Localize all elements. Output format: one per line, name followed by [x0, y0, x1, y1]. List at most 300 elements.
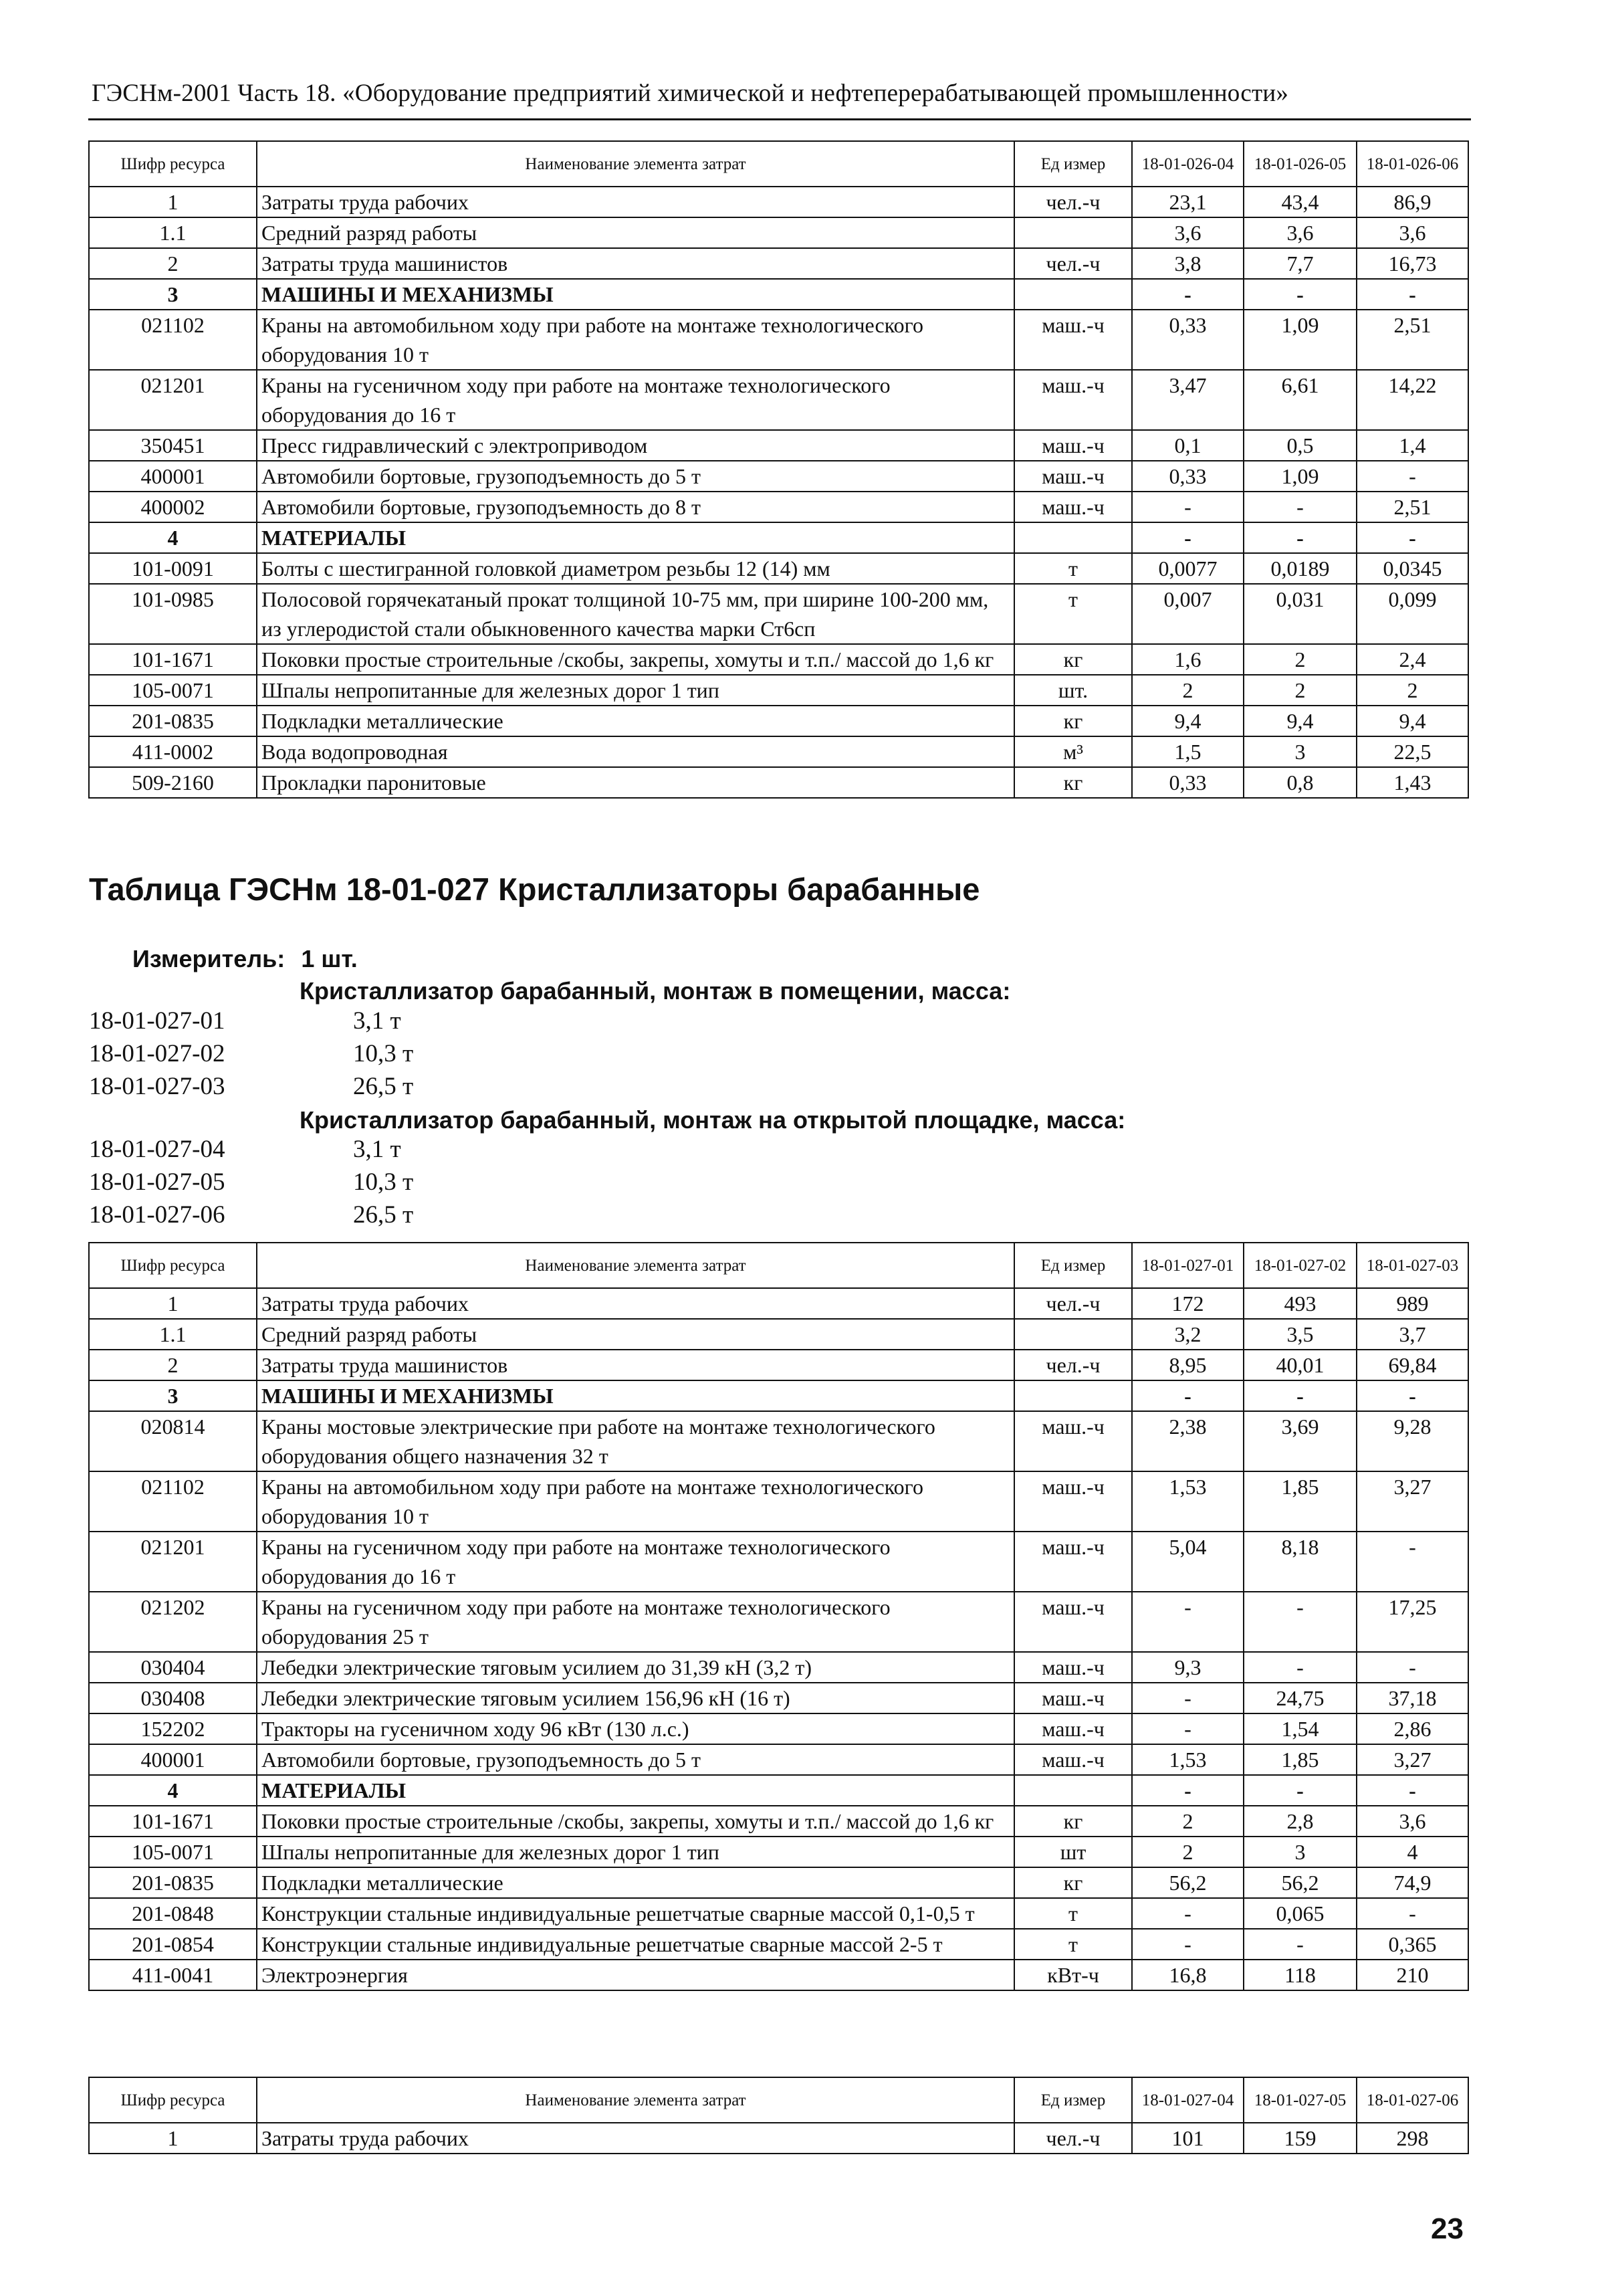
value-cell: 14,22 [1357, 370, 1468, 430]
unit: маш.-ч [1014, 1683, 1132, 1713]
value-cell: 3 [1244, 736, 1357, 767]
col-header-unit: Ед измер [1014, 2077, 1132, 2123]
resource-code: 030408 [89, 1683, 257, 1713]
resource-code: 1.1 [89, 1319, 257, 1350]
resource-name: Краны на гусеничном ходу при работе на монтаже технологического оборудования до 16 т [257, 370, 1014, 430]
header-rule [88, 118, 1471, 120]
table-row [89, 644, 1468, 675]
table-row [89, 553, 1468, 584]
unit: т [1014, 553, 1132, 584]
value-cell: 40,01 [1244, 1350, 1357, 1380]
group-heading-indoor: Кристаллизатор барабанный, монтаж в помещении, масса: [300, 977, 1011, 1005]
section-row [89, 522, 1468, 553]
norm-code: 18-01-027-06 [89, 1201, 225, 1229]
group-heading-outdoor: Кристаллизатор барабанный, монтаж на открытой площадке, масса: [300, 1106, 1126, 1134]
running-header: ГЭСНм-2001 Часть 18. «Оборудование предприятий химической и нефтеперерабатывающей промышленности» [92, 80, 1289, 107]
value-cell: 2 [1244, 644, 1357, 675]
value-cell: 1,54 [1244, 1713, 1357, 1744]
unit: чел.-ч [1014, 248, 1132, 279]
value-cell: 0,33 [1132, 310, 1244, 370]
resource-name: Полосовой горячекатаный прокат толщиной 10-75 мм, при ширине 100-200 мм, из углеродистой стали обыкновенного качества марки Ст6сп [257, 584, 1014, 644]
resource-code: 1.1 [89, 217, 257, 248]
unit: маш.-ч [1014, 461, 1132, 492]
table-row [89, 1960, 1468, 1990]
value-cell: 0,099 [1357, 584, 1468, 644]
resource-code: 101-0091 [89, 553, 257, 584]
resource-code: 350451 [89, 430, 257, 461]
value-cell: 2,38 [1132, 1411, 1244, 1471]
value-cell: 3,27 [1357, 1471, 1468, 1532]
unit: маш.-ч [1014, 1652, 1132, 1683]
resource-name: Затраты труда рабочих [257, 187, 1014, 217]
resource-code: 1 [89, 1288, 257, 1319]
col-header-norm: 18-01-027-01 [1132, 1243, 1244, 1288]
unit: маш.-ч [1014, 1411, 1132, 1471]
value-cell: - [1132, 1380, 1244, 1411]
resource-code: 201-0848 [89, 1898, 257, 1929]
value-cell: 0,0345 [1357, 553, 1468, 584]
value-cell: 1,85 [1244, 1744, 1357, 1775]
value-cell: - [1132, 1713, 1244, 1744]
unit: м³ [1014, 736, 1132, 767]
value-cell: 2 [1357, 675, 1468, 706]
resource-code: 201-0835 [89, 706, 257, 736]
col-header-name: Наименование элемента затрат [257, 1243, 1014, 1288]
resource-name: Поковки простые строительные /скобы, закрепы, хомуты и т.п./ массой до 1,6 кг [257, 1806, 1014, 1837]
resource-name: МАШИНЫ И МЕХАНИЗМЫ [257, 279, 1014, 310]
unit: маш.-ч [1014, 1592, 1132, 1652]
value-cell: 3,27 [1357, 1744, 1468, 1775]
value-cell: 0,33 [1132, 767, 1244, 798]
value-cell: 5,04 [1132, 1532, 1244, 1592]
value-cell: 3,6 [1132, 217, 1244, 248]
value-cell: 2,51 [1357, 492, 1468, 522]
resource-name: МАШИНЫ И МЕХАНИЗМЫ [257, 1380, 1014, 1411]
col-header-norm: 18-01-026-06 [1357, 141, 1468, 187]
resource-code: 021102 [89, 1471, 257, 1532]
value-cell: - [1357, 1898, 1468, 1929]
unit [1014, 279, 1132, 310]
table-row [89, 1744, 1468, 1775]
table-row [89, 370, 1468, 430]
unit: кг [1014, 767, 1132, 798]
resource-name: Тракторы на гусеничном ходу 96 кВт (130 л.с.) [257, 1713, 1014, 1744]
table-row [89, 461, 1468, 492]
value-cell: - [1244, 1380, 1357, 1411]
norm-code: 18-01-027-04 [89, 1136, 225, 1163]
resource-code: 400001 [89, 1744, 257, 1775]
value-cell: - [1357, 461, 1468, 492]
col-header-unit: Ед измер [1014, 141, 1132, 187]
value-cell: - [1244, 1652, 1357, 1683]
table-row [89, 1350, 1468, 1380]
value-cell: 1,09 [1244, 310, 1357, 370]
value-cell: 16,73 [1357, 248, 1468, 279]
value-cell: 8,95 [1132, 1350, 1244, 1380]
value-cell: 3,6 [1357, 1806, 1468, 1837]
resource-name: Краны на гусеничном ходу при работе на монтаже технологического оборудования до 16 т [257, 1532, 1014, 1592]
resource-name: Вода водопроводная [257, 736, 1014, 767]
resource-code: 021102 [89, 310, 257, 370]
table-row [89, 217, 1468, 248]
value-cell: - [1357, 1380, 1468, 1411]
resource-code: 1 [89, 187, 257, 217]
col-header-code: Шифр ресурса [89, 2077, 257, 2123]
unit: чел.-ч [1014, 2123, 1132, 2154]
col-header-name: Наименование элемента затрат [257, 2077, 1014, 2123]
value-cell: 0,0077 [1132, 553, 1244, 584]
table-title: Таблица ГЭСНм 18-01-027 Кристаллизаторы барабанные [89, 871, 980, 907]
value-cell: - [1244, 279, 1357, 310]
value-cell: - [1244, 1592, 1357, 1652]
resource-name: МАТЕРИАЛЫ [257, 522, 1014, 553]
value-cell: 3,2 [1132, 1319, 1244, 1350]
section-row [89, 1775, 1468, 1806]
resource-code: 020814 [89, 1411, 257, 1471]
measurer-label [132, 945, 358, 973]
table-row [89, 706, 1468, 736]
table-row [89, 1898, 1468, 1929]
value-cell: 2 [1244, 675, 1357, 706]
table-header-row [89, 1243, 1468, 1288]
unit [1014, 1775, 1132, 1806]
value-cell: 2,4 [1357, 644, 1468, 675]
value-cell: 101 [1132, 2123, 1244, 2154]
table-row [89, 2123, 1468, 2154]
value-cell: 1,5 [1132, 736, 1244, 767]
value-cell: 7,7 [1244, 248, 1357, 279]
table-row [89, 584, 1468, 644]
value-cell: - [1132, 492, 1244, 522]
resource-name: Краны на гусеничном ходу при работе на монтаже технологического оборудования 25 т [257, 1592, 1014, 1652]
resource-name: Лебедки электрические тяговым усилием 156,96 кН (16 т) [257, 1683, 1014, 1713]
value-cell: - [1357, 1775, 1468, 1806]
resource-code: 1 [89, 2123, 257, 2154]
unit: маш.-ч [1014, 370, 1132, 430]
resource-name: Автомобили бортовые, грузоподъемность до 5 т [257, 461, 1014, 492]
value-cell: - [1357, 522, 1468, 553]
value-cell: 2,51 [1357, 310, 1468, 370]
resource-code: 400002 [89, 492, 257, 522]
measurer-label-text: Измеритель: [132, 945, 286, 972]
resource-name: Затраты труда рабочих [257, 1288, 1014, 1319]
resource-name: Средний разряд работы [257, 1319, 1014, 1350]
unit: маш.-ч [1014, 1713, 1132, 1744]
resource-code: 4 [89, 522, 257, 553]
value-cell: 3 [1244, 1837, 1357, 1867]
value-cell: 4 [1357, 1837, 1468, 1867]
value-cell: - [1132, 279, 1244, 310]
col-header-norm: 18-01-027-03 [1357, 1243, 1468, 1288]
table-row [89, 492, 1468, 522]
value-cell: - [1244, 1775, 1357, 1806]
value-cell: - [1357, 1652, 1468, 1683]
value-cell: 0,031 [1244, 584, 1357, 644]
unit: шт [1014, 1837, 1132, 1867]
table-row [89, 1592, 1468, 1652]
value-cell: 1,43 [1357, 767, 1468, 798]
value-cell: 1,53 [1132, 1744, 1244, 1775]
value-cell: 0,33 [1132, 461, 1244, 492]
resource-code: 400001 [89, 461, 257, 492]
col-header-norm: 18-01-027-05 [1244, 2077, 1357, 2123]
value-cell: - [1357, 1532, 1468, 1592]
value-cell: 2,8 [1244, 1806, 1357, 1837]
resource-code: 411-0041 [89, 1960, 257, 1990]
resource-name: Краны на автомобильном ходу при работе на монтаже технологического оборудования 10 т [257, 310, 1014, 370]
unit: маш.-ч [1014, 1744, 1132, 1775]
value-cell: 2,86 [1357, 1713, 1468, 1744]
resource-name: Прокладки паронитовые [257, 767, 1014, 798]
resource-name: Конструкции стальные индивидуальные решетчатые сварные массой 0,1-0,5 т [257, 1898, 1014, 1929]
unit: кг [1014, 644, 1132, 675]
table-row [89, 1288, 1468, 1319]
value-cell: 0,0189 [1244, 553, 1357, 584]
unit [1014, 1380, 1132, 1411]
resource-code: 101-1671 [89, 1806, 257, 1837]
resource-code: 105-0071 [89, 1837, 257, 1867]
value-cell: 9,4 [1244, 706, 1357, 736]
table-row [89, 1471, 1468, 1532]
table-header-row [89, 141, 1468, 187]
value-cell: - [1244, 492, 1357, 522]
value-cell: 3,6 [1244, 217, 1357, 248]
unit: кг [1014, 706, 1132, 736]
value-cell: 493 [1244, 1288, 1357, 1319]
resource-code: 3 [89, 279, 257, 310]
resource-code: 201-0854 [89, 1929, 257, 1960]
table-row [89, 1713, 1468, 1744]
unit: маш.-ч [1014, 430, 1132, 461]
value-cell: - [1132, 1683, 1244, 1713]
value-cell: - [1357, 279, 1468, 310]
resource-name: Затраты труда машинистов [257, 248, 1014, 279]
table-row [89, 248, 1468, 279]
resource-code: 2 [89, 1350, 257, 1380]
unit [1014, 1319, 1132, 1350]
section-row [89, 279, 1468, 310]
table-row [89, 1411, 1468, 1471]
resource-name: Затраты труда машинистов [257, 1350, 1014, 1380]
table-header-row [89, 2077, 1468, 2123]
value-cell: 1,53 [1132, 1471, 1244, 1532]
value-cell: 1,4 [1357, 430, 1468, 461]
value-cell: 3,5 [1244, 1319, 1357, 1350]
resource-name: Подкладки металлические [257, 1867, 1014, 1898]
value-cell: 17,25 [1357, 1592, 1468, 1652]
norm-mass: 26,5 т [353, 1073, 414, 1100]
col-header-norm: 18-01-026-04 [1132, 141, 1244, 187]
norm-code: 18-01-027-03 [89, 1073, 225, 1100]
resource-name: Поковки простые строительные /скобы, закрепы, хомуты и т.п./ массой до 1,6 кг [257, 644, 1014, 675]
table-row [89, 1683, 1468, 1713]
unit [1014, 217, 1132, 248]
resource-name: Краны на автомобильном ходу при работе на монтаже технологического оборудования 10 т [257, 1471, 1014, 1532]
table-row [89, 1929, 1468, 1960]
resource-code: 021201 [89, 1532, 257, 1592]
resource-name: Пресс гидравлический с электроприводом [257, 430, 1014, 461]
value-cell: 1,09 [1244, 461, 1357, 492]
unit: маш.-ч [1014, 492, 1132, 522]
page-number: 23 [1431, 2212, 1464, 2245]
value-cell: 37,18 [1357, 1683, 1468, 1713]
value-cell: 74,9 [1357, 1867, 1468, 1898]
value-cell: 23,1 [1132, 187, 1244, 217]
col-header-norm: 18-01-026-05 [1244, 141, 1357, 187]
value-cell: 24,75 [1244, 1683, 1357, 1713]
value-cell: 2 [1132, 1806, 1244, 1837]
resource-code: 3 [89, 1380, 257, 1411]
col-header-code: Шифр ресурса [89, 1243, 257, 1288]
value-cell: 9,28 [1357, 1411, 1468, 1471]
norm-code: 18-01-027-01 [89, 1007, 225, 1035]
resource-name: Автомобили бортовые, грузоподъемность до 8 т [257, 492, 1014, 522]
value-cell: - [1132, 522, 1244, 553]
resource-name: Автомобили бортовые, грузоподъемность до 5 т [257, 1744, 1014, 1775]
resource-table-026 [88, 140, 1469, 799]
norm-code: 18-01-027-02 [89, 1040, 225, 1067]
value-cell: 6,61 [1244, 370, 1357, 430]
value-cell: - [1132, 1929, 1244, 1960]
table-row [89, 1837, 1468, 1867]
value-cell: 0,365 [1357, 1929, 1468, 1960]
value-cell: 9,4 [1357, 706, 1468, 736]
norm-code: 18-01-027-05 [89, 1168, 225, 1196]
value-cell: 56,2 [1244, 1867, 1357, 1898]
resource-code: 021201 [89, 370, 257, 430]
resource-code: 101-1671 [89, 644, 257, 675]
col-header-norm: 18-01-027-02 [1244, 1243, 1357, 1288]
unit: маш.-ч [1014, 1471, 1132, 1532]
value-cell: 159 [1244, 2123, 1357, 2154]
resource-table-027-01-03 [88, 1242, 1469, 1991]
value-cell: 16,8 [1132, 1960, 1244, 1990]
unit: кг [1014, 1806, 1132, 1837]
measurer-value: 1 шт. [301, 945, 358, 972]
value-cell: 3,69 [1244, 1411, 1357, 1471]
value-cell: 210 [1357, 1960, 1468, 1990]
resource-code: 021202 [89, 1592, 257, 1652]
unit: маш.-ч [1014, 1532, 1132, 1592]
resource-code: 030404 [89, 1652, 257, 1683]
table-row [89, 1532, 1468, 1592]
unit: чел.-ч [1014, 1288, 1132, 1319]
resource-code: 4 [89, 1775, 257, 1806]
table-row [89, 430, 1468, 461]
section-row [89, 1380, 1468, 1411]
value-cell: 86,9 [1357, 187, 1468, 217]
norm-mass: 3,1 т [353, 1007, 401, 1035]
unit: т [1014, 1929, 1132, 1960]
resource-name: Подкладки металлические [257, 706, 1014, 736]
resource-name: Лебедки электрические тяговым усилием до 31,39 кН (3,2 т) [257, 1652, 1014, 1683]
col-header-norm: 18-01-027-06 [1357, 2077, 1468, 2123]
resource-name: Затраты труда рабочих [257, 2123, 1014, 2154]
resource-name: Средний разряд работы [257, 217, 1014, 248]
value-cell: 2 [1132, 1837, 1244, 1867]
unit: кг [1014, 1867, 1132, 1898]
table-row [89, 310, 1468, 370]
norm-mass: 26,5 т [353, 1201, 414, 1229]
norm-mass: 3,1 т [353, 1136, 401, 1163]
value-cell: 9,4 [1132, 706, 1244, 736]
table-row [89, 675, 1468, 706]
value-cell: 3,47 [1132, 370, 1244, 430]
unit: кВт-ч [1014, 1960, 1132, 1990]
value-cell: 69,84 [1357, 1350, 1468, 1380]
table-row [89, 1867, 1468, 1898]
unit: т [1014, 1898, 1132, 1929]
value-cell: 0,007 [1132, 584, 1244, 644]
value-cell: 0,5 [1244, 430, 1357, 461]
col-header-norm: 18-01-027-04 [1132, 2077, 1244, 2123]
col-header-unit: Ед измер [1014, 1243, 1132, 1288]
value-cell: 3,7 [1357, 1319, 1468, 1350]
resource-table-027-04-06 [88, 2077, 1469, 2154]
unit: чел.-ч [1014, 1350, 1132, 1380]
table-row [89, 1806, 1468, 1837]
resource-code: 201-0835 [89, 1867, 257, 1898]
value-cell: 118 [1244, 1960, 1357, 1990]
value-cell: 1,6 [1132, 644, 1244, 675]
norm-mass: 10,3 т [353, 1168, 414, 1196]
table-row [89, 1652, 1468, 1683]
resource-name: МАТЕРИАЛЫ [257, 1775, 1014, 1806]
unit [1014, 522, 1132, 553]
resource-code: 2 [89, 248, 257, 279]
resource-name: Электроэнергия [257, 1960, 1014, 1990]
value-cell: 3,6 [1357, 217, 1468, 248]
value-cell: 9,3 [1132, 1652, 1244, 1683]
table-row [89, 736, 1468, 767]
resource-code: 411-0002 [89, 736, 257, 767]
value-cell: 172 [1132, 1288, 1244, 1319]
value-cell: 2 [1132, 675, 1244, 706]
norm-mass: 10,3 т [353, 1040, 414, 1067]
value-cell: - [1132, 1592, 1244, 1652]
unit: чел.-ч [1014, 187, 1132, 217]
resource-code: 105-0071 [89, 675, 257, 706]
unit: маш.-ч [1014, 310, 1132, 370]
resource-name: Шпалы непропитанные для железных дорог 1 тип [257, 675, 1014, 706]
value-cell: 1,85 [1244, 1471, 1357, 1532]
value-cell: - [1244, 522, 1357, 553]
resource-name: Конструкции стальные индивидуальные решетчатые сварные массой 2-5 т [257, 1929, 1014, 1960]
value-cell: 22,5 [1357, 736, 1468, 767]
resource-name: Шпалы непропитанные для железных дорог 1 тип [257, 1837, 1014, 1867]
value-cell: 8,18 [1244, 1532, 1357, 1592]
value-cell: 56,2 [1132, 1867, 1244, 1898]
value-cell: - [1132, 1898, 1244, 1929]
table-row [89, 767, 1468, 798]
value-cell: 0,065 [1244, 1898, 1357, 1929]
resource-code: 101-0985 [89, 584, 257, 644]
value-cell: 298 [1357, 2123, 1468, 2154]
value-cell: - [1244, 1929, 1357, 1960]
col-header-code: Шифр ресурса [89, 141, 257, 187]
value-cell: 0,8 [1244, 767, 1357, 798]
unit: шт. [1014, 675, 1132, 706]
value-cell: - [1132, 1775, 1244, 1806]
resource-name: Краны мостовые электрические при работе на монтаже технологического оборудования общего назначения 32 т [257, 1411, 1014, 1471]
table-row [89, 1319, 1468, 1350]
resource-name: Болты с шестигранной головкой диаметром резьбы 12 (14) мм [257, 553, 1014, 584]
table-row [89, 187, 1468, 217]
resource-code: 509-2160 [89, 767, 257, 798]
value-cell: 43,4 [1244, 187, 1357, 217]
resource-code: 152202 [89, 1713, 257, 1744]
value-cell: 989 [1357, 1288, 1468, 1319]
